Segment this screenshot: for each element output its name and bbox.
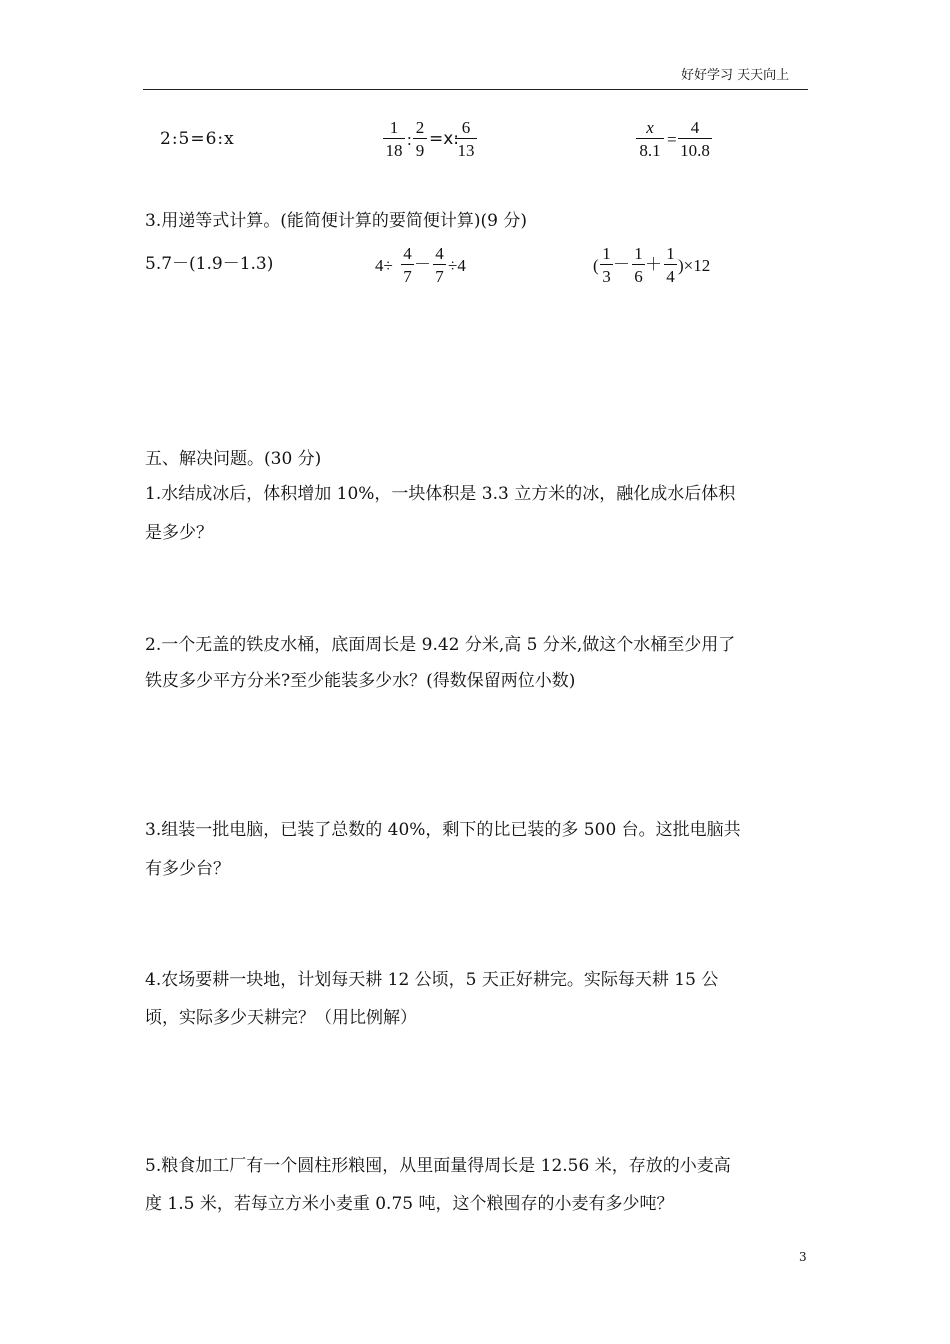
equation-1: 2:5=6:x: [160, 129, 235, 149]
page-number: 3: [799, 1250, 807, 1264]
problem-3-line-1: 3.组装一批电脑，已装了总数的 40%，剩下的比已装的多 500 台。这批电脑共: [145, 820, 741, 840]
header-motto: 好好学习 天天向上: [681, 68, 790, 83]
eq2-fraction-b: 2 9: [413, 119, 427, 159]
problem-2-line-1: 2.一个无盖的铁皮水桶，底面周长是 9.42 分米,高 5 分米,做这个水桶至少用了: [145, 635, 736, 655]
expr2-fraction-1: 4 7: [401, 245, 414, 285]
expr3-fraction-1: 1 3: [600, 245, 613, 285]
expr2-lead: 4÷: [375, 256, 393, 275]
eq2-fraction-c: 6 13: [455, 119, 477, 159]
expr3-minus: －: [613, 255, 630, 274]
expression-1: 5.7－(1.9－1.3): [145, 254, 274, 274]
expr3-close: )×12: [678, 256, 711, 275]
problem-4-line-1: 4.农场要耕一块地，计划每天耕 12 公顷，5 天正好耕完。实际每天耕 15 公: [145, 970, 719, 990]
section5-title: 五、解决问题。(30 分): [145, 449, 322, 469]
eq2-fraction-a: 1 18: [383, 119, 405, 159]
eq3-fraction-rhs: 4 10.8: [678, 119, 712, 159]
eq2-colon: :: [407, 130, 412, 149]
eq3-equals: =: [667, 130, 677, 149]
expr3-plus: ＋: [645, 255, 662, 274]
expr3-open: (: [593, 256, 599, 275]
problem-4-line-2: 顷，实际多少天耕完？（用比例解）: [145, 1008, 417, 1028]
problem-5-line-2: 度 1.5 米，若每立方米小麦重 0.75 吨，这个粮囤存的小麦有多少吨？: [145, 1194, 674, 1214]
problem-5-line-1: 5.粮食加工厂有一个圆柱形粮囤，从里面量得周长是 12.56 米，存放的小麦高: [145, 1156, 731, 1176]
header-rule: [143, 89, 808, 90]
expr3-fraction-3: 1 4: [664, 245, 677, 285]
problem-2-line-2: 铁皮多少平方分米?至少能装多少水？(得数保留两位小数): [145, 671, 576, 691]
section3-title: 3.用递等式计算。(能简便计算的要简便计算)(9 分): [145, 211, 527, 231]
expr3-fraction-2: 1 6: [632, 245, 645, 285]
problem-3-line-2: 有多少台？: [145, 859, 230, 879]
eq3-fraction-lhs: x 8.1: [636, 119, 664, 159]
eq2-equals-x: =x:: [429, 129, 460, 149]
expr2-fraction-2: 4 7: [433, 245, 446, 285]
expr2-tail: ÷4: [448, 256, 466, 275]
problem-1-line-1: 1.水结成冰后，体积增加 10%，一块体积是 3.3 立方米的冰，融化成水后体积: [145, 484, 736, 504]
problem-1-line-2: 是多少？: [145, 523, 213, 543]
expr2-minus: －: [414, 255, 431, 274]
